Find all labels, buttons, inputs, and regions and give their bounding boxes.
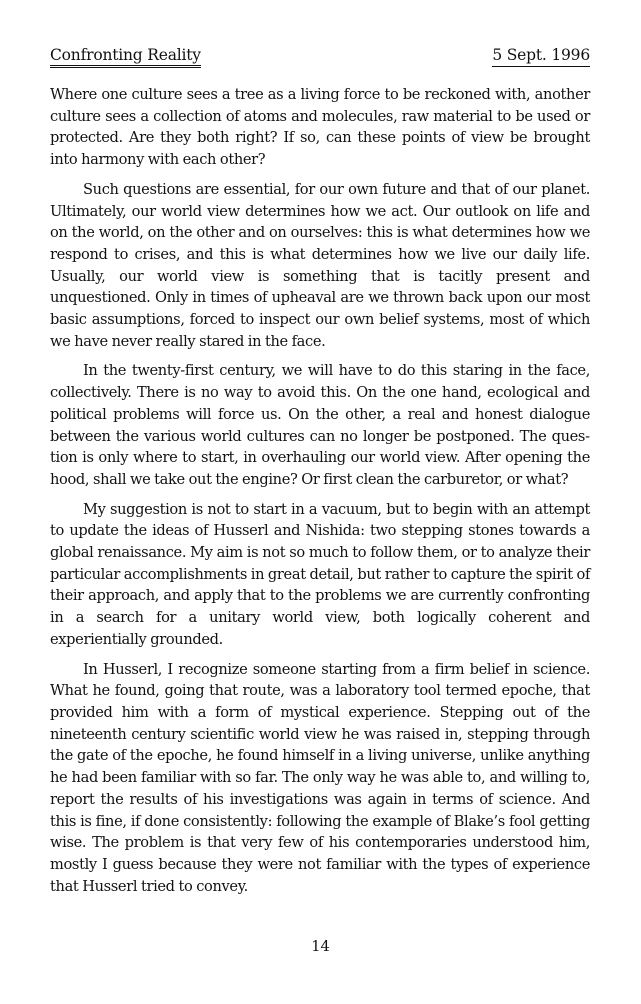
running-header — [50, 46, 590, 70]
paragraph: In the twenty-first century, we will have to do this staring in the face, collectively. There is no way to avoid this. On the one hand, ecological and political problems will force us. On the other, a real and honest dialogue between the various world cultures can no longer be postponed. The question is only where to start, in overhauling our world view. After opening the hood, shall we take out the engine? Or first clean the carburetor, or what? — [50, 362, 590, 488]
paragraph: Such questions are essential, for our own future and that of our planet. Ultimately, our world view determines how we act. Our outlook on life and on the world, on the other and on ourselves: this is what determines how we respond to crises, and this is what determines how we live our daily life. Usually, our world view is something that is tacitly present and unquestioned. Only in times of upheaval are we thrown back upon our most basic assumptions, forced to inspect our own belief systems, most of which we have never really stared in the face. — [50, 180, 590, 350]
paragraph: My suggestion is not to start in a vacuum, but to begin with an attempt to update the ideas of Husserl and Nishida: two stepping stones towards a global renaissance. My aim is not so much to follow them, or to analyze their particular accomplishments in great detail, but rather to capture the spirit of their approach, and apply that to the problems we are currently confronting in a search for a unitary world view, both logically coherent and experientially grounded. — [50, 500, 590, 648]
header-date: 5 Sept. 1996 — [492, 46, 590, 67]
body-text — [50, 84, 590, 897]
page-number: 14 — [311, 938, 330, 955]
paragraph: Where one culture sees a tree as a living force to be reckoned with, another culture sees a collection of atoms and molecules, raw material to be used or protected. Are they both right? If so, can these points of view be brought into harmony with each other? — [50, 86, 590, 169]
header-title: Confronting Reality — [50, 46, 201, 68]
document-page — [50, 46, 590, 905]
paragraph: In Husserl, I recognize someone starting from a firm belief in science. What he found, going that route, was a laboratory tool termed epoche, that provided him with a form of mystical experience. Stepping out of the nineteenth century scientific world view he was raised in, stepping through the gate of the epoche, he found himself in a living universe, unlike anything he had been familiar with so far. The only way he was able to, and willing to, report the results of his investigations was again in terms of science. And this is fine, if done consistently: following the example of Blake’s fool getting wise. The problem is that very few of his contemporaries understood him, mostly I guess because they were not familiar with the types of experience that Husserl tried to convey. — [50, 660, 590, 895]
